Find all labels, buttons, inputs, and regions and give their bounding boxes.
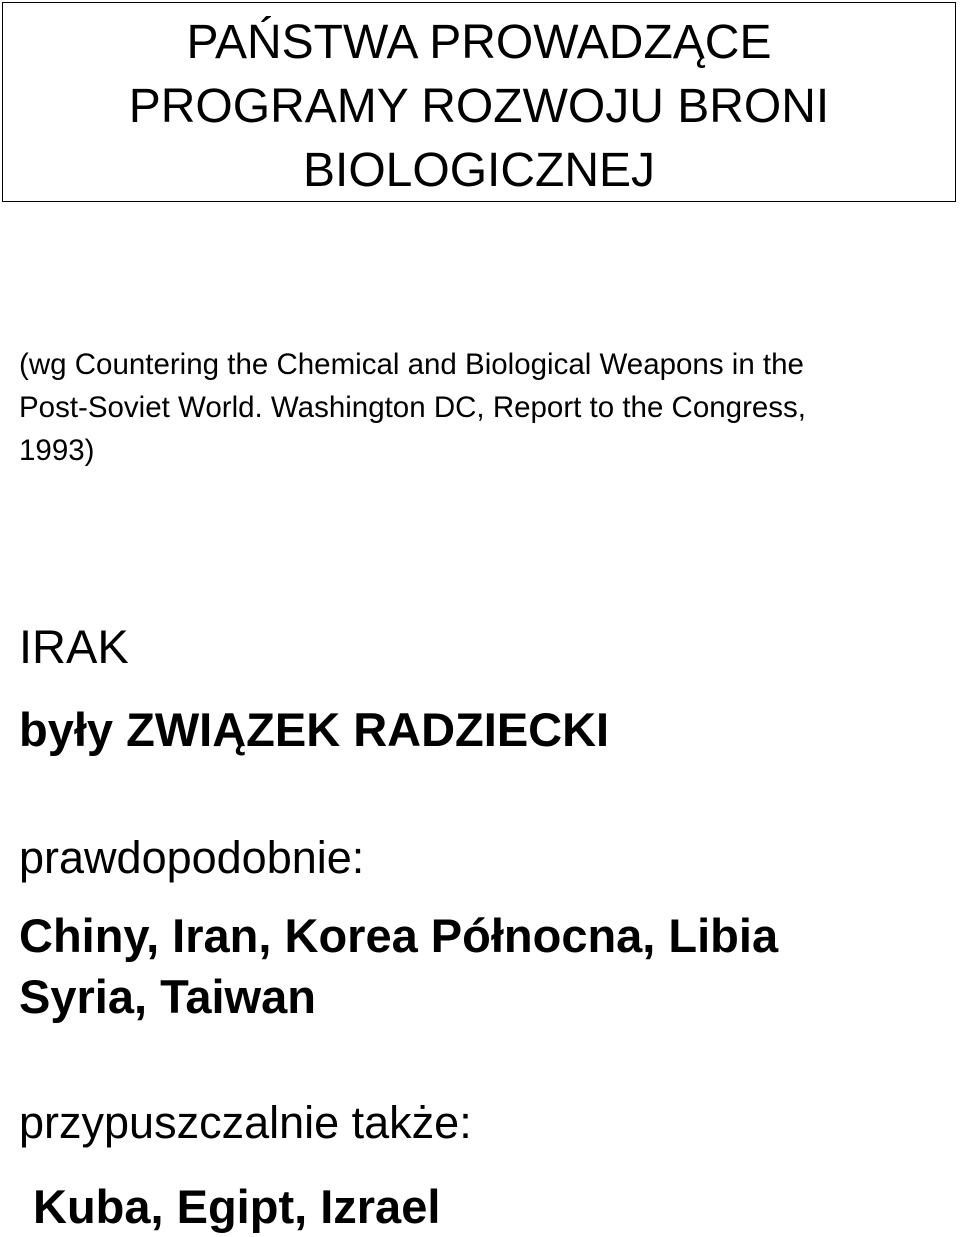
title-line-3: BIOLOGICZNEJ [302,144,656,197]
country-irak: IRAK [19,620,129,673]
presumed-heading: przypuszczalnie także: [19,1097,472,1148]
source-citation [19,343,954,472]
presumed-list: Kuba, Egipt, Izrael [33,1180,441,1233]
title-box [2,2,956,202]
title-line-1: PAŃSTWA PROWADZĄCE [186,16,772,69]
source-line-2: Post-Soviet World. Washington DC, Report to the Congress, [19,391,807,424]
title-line-2: PROGRAMY ROZWOJU BRONI [128,80,830,133]
source-line-3: 1993) [19,434,95,467]
source-line-1: (wg Countering the Chemical and Biological Weapons in the [19,348,804,381]
probable-list-line-2: Syria, Taiwan [19,970,316,1023]
probable-heading: prawdopodobnie: [19,832,365,883]
country-ussr: były ZWIĄZEK RADZIECKI [19,703,610,756]
probable-list-line-1: Chiny, Iran, Korea Północna, Libia [19,909,779,962]
